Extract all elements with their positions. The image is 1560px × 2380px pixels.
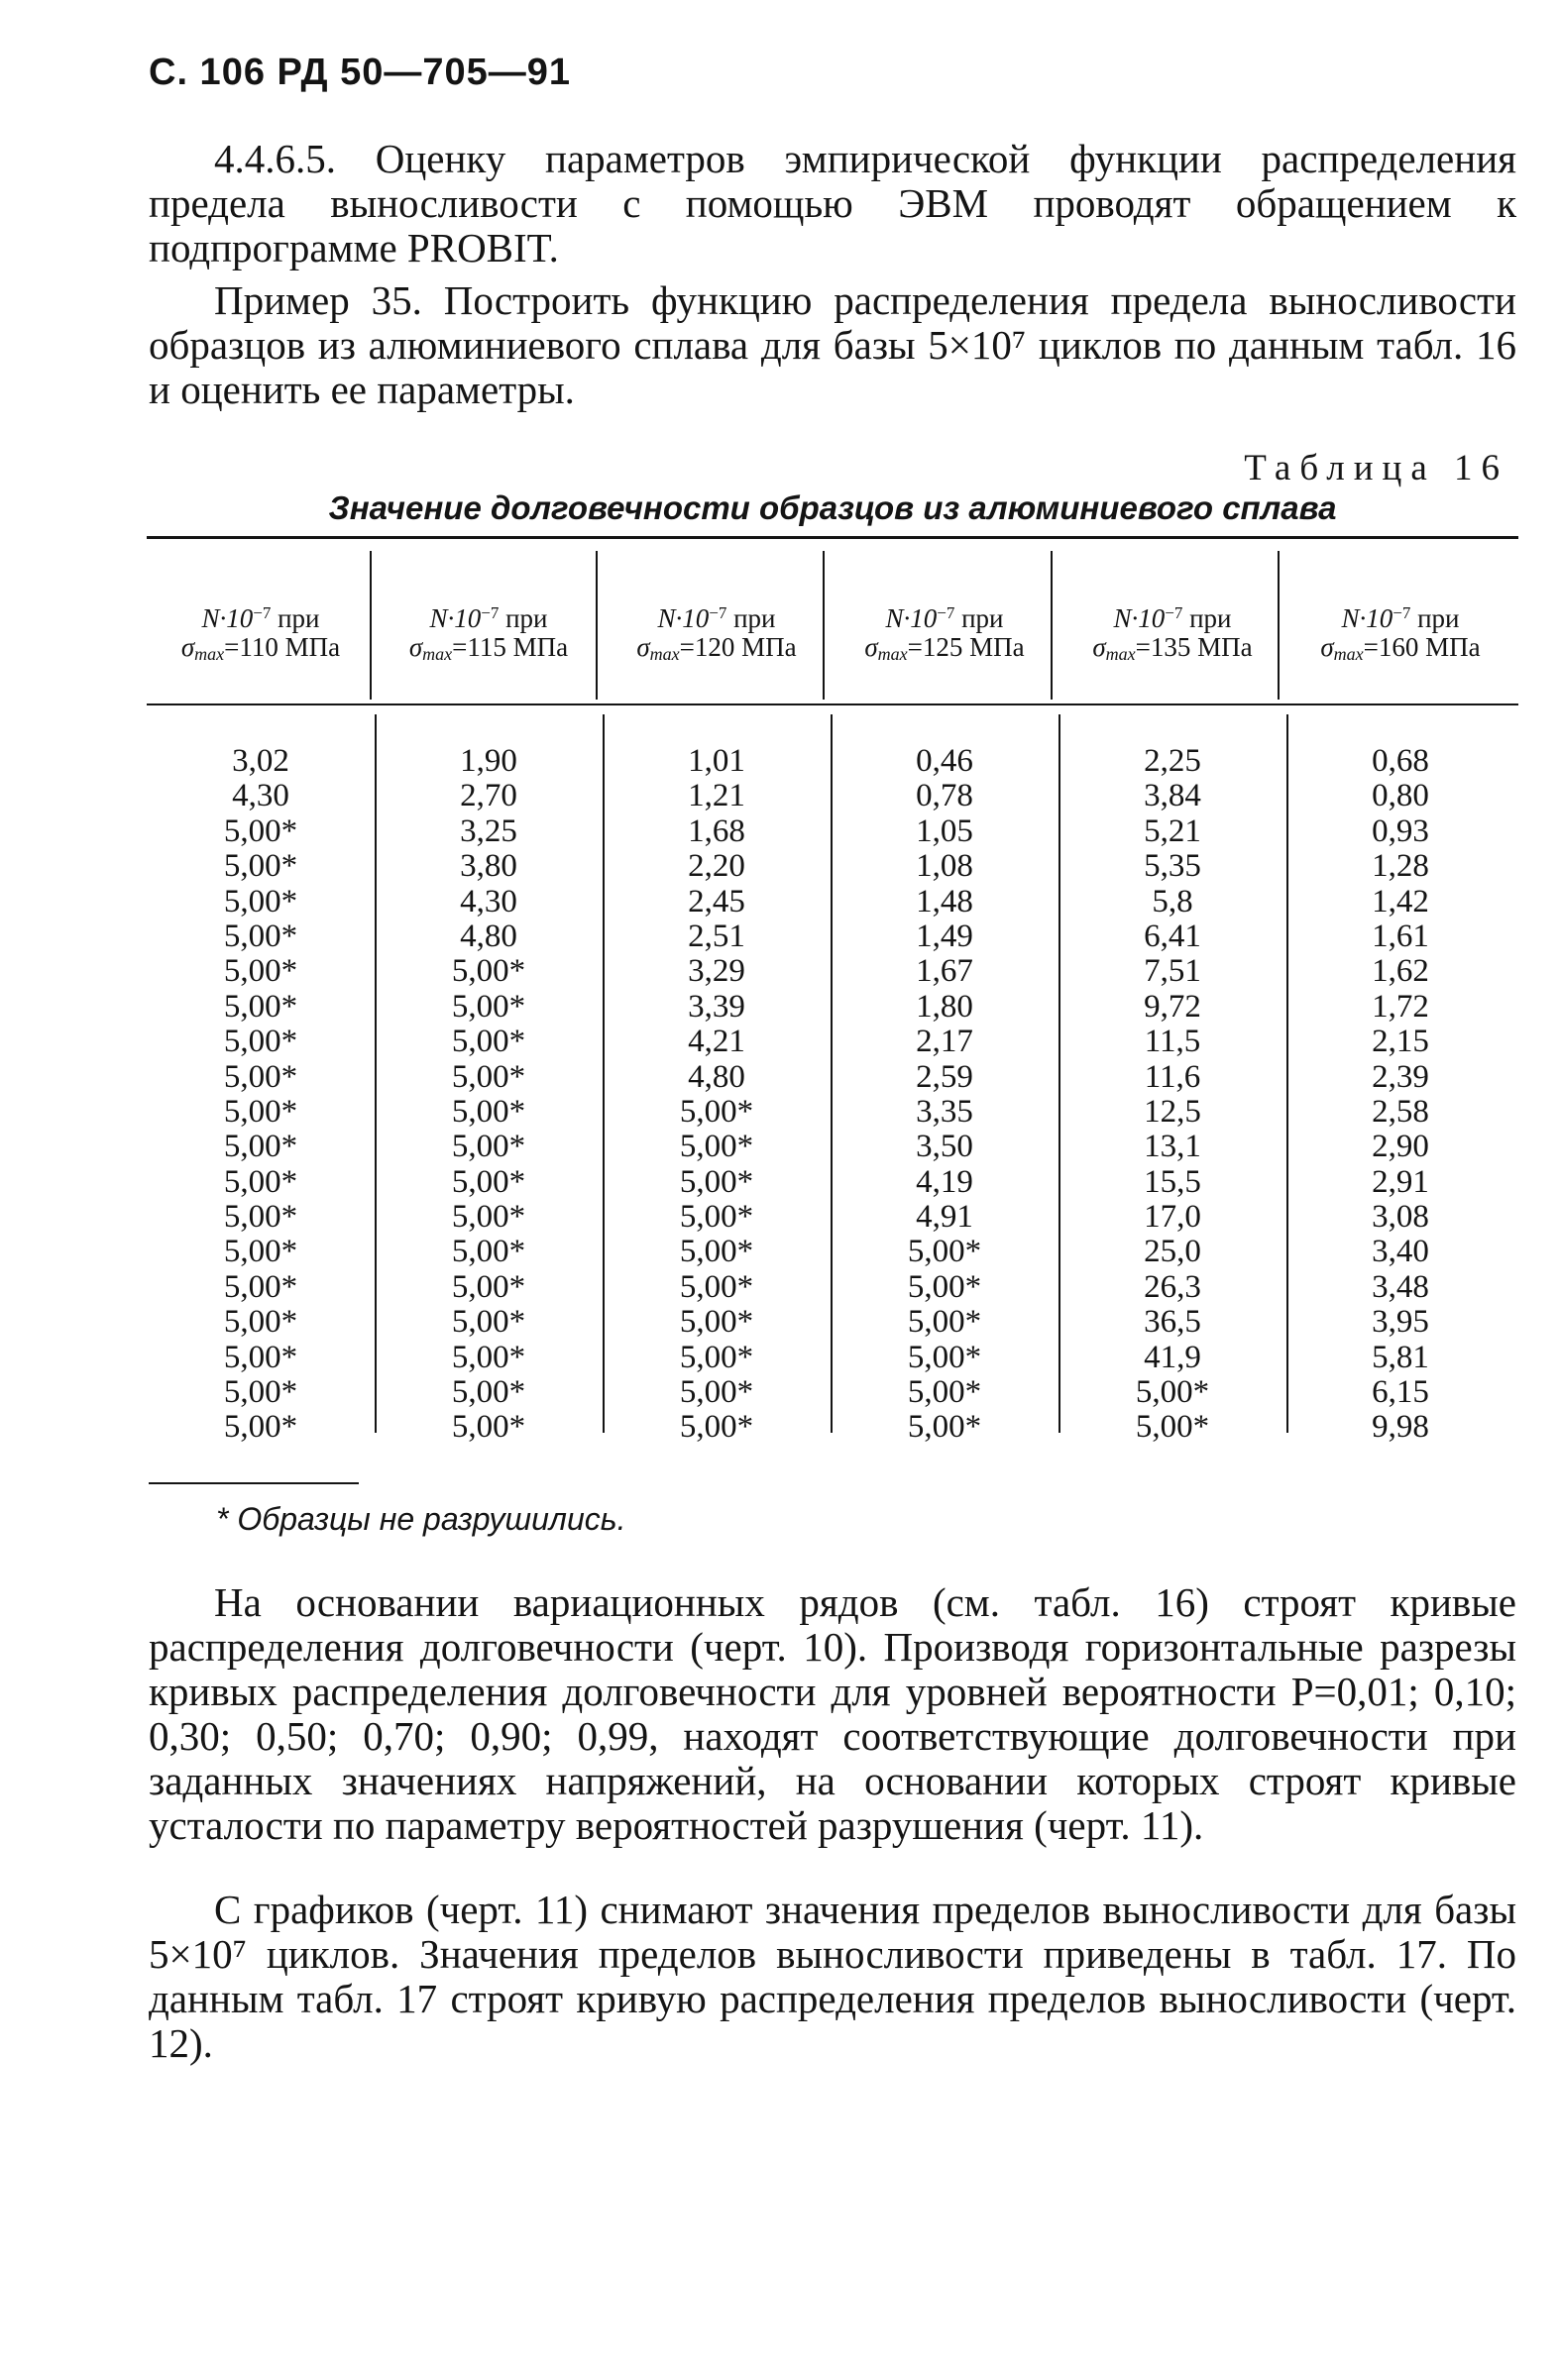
table-cell: 3,80 [460, 848, 517, 885]
table-column [603, 744, 831, 1446]
head-exp: −7 [481, 603, 500, 622]
table-cell: 5,00* [907, 1304, 982, 1341]
head-n: N·10 [201, 603, 254, 633]
table-cell: 9,98 [1372, 1409, 1429, 1446]
table-cell: 2,59 [916, 1058, 973, 1095]
table-cell: 5,00* [679, 1163, 754, 1200]
table-cell: 3,29 [688, 953, 745, 990]
table-cell: 4,80 [460, 918, 517, 954]
column-header [1059, 598, 1286, 669]
table-cell: 5,00* [451, 1339, 526, 1375]
paragraph-example-35: Пример 35. Построить функцию распределения предела выносливости образцов из алюминиевого сплава для базы 5×10⁷ циклов по данным табл. 16 и оценить ее параметры. [149, 277, 1516, 412]
table-cell: 5,00* [679, 1409, 754, 1446]
table-cell: 5,00* [451, 1304, 526, 1341]
table-cell: 1,08 [916, 848, 973, 885]
table-cell: 2,20 [688, 848, 745, 885]
table-title: Значение долговечности образцов из алюминиевого сплава [328, 489, 1337, 526]
head-max: max [649, 644, 680, 664]
table-cell: 17,0 [1144, 1199, 1201, 1236]
table-cell: 5,00* [223, 812, 298, 849]
table-column [375, 744, 603, 1446]
table-cell: 0,78 [916, 778, 973, 814]
table-cell: 6,41 [1144, 918, 1201, 954]
table-column [1059, 744, 1286, 1446]
footnote-rule [149, 1482, 359, 1484]
footnote: * Образцы не разрушились. [216, 1501, 626, 1537]
table-cell: 5,00* [451, 1374, 526, 1411]
table-cell: 15,5 [1144, 1163, 1201, 1200]
head-pri: при [954, 603, 1004, 633]
table-cell: 5,00* [451, 1199, 526, 1236]
table-column [1286, 744, 1514, 1446]
head-stress: =115 МПа [452, 632, 569, 662]
table-cell: 5,00* [1135, 1374, 1210, 1411]
table-cell: 5,00* [451, 1163, 526, 1200]
table-number: Таблица 16 [1244, 448, 1508, 488]
table-cell: 5,00* [223, 1058, 298, 1095]
table-cell: 5,00* [451, 1093, 526, 1130]
column-header [603, 598, 831, 669]
column-header [147, 598, 375, 669]
table-cell: 5,00* [451, 1058, 526, 1095]
table-cell: 1,42 [1372, 883, 1429, 920]
table-cell: 5,00* [223, 1163, 298, 1200]
table-cell: 2,91 [1372, 1163, 1429, 1200]
table-cell: 5,00* [1135, 1409, 1210, 1446]
table-cell: 5,00* [223, 1268, 298, 1305]
table-cell: 2,58 [1372, 1093, 1429, 1130]
head-exp: −7 [937, 603, 955, 622]
table-cell: 3,84 [1144, 778, 1201, 814]
table-cell: 4,80 [688, 1058, 745, 1095]
head-sigma: σ [864, 632, 878, 662]
table-cell: 3,39 [688, 988, 745, 1025]
table-cell: 5,00* [451, 988, 526, 1025]
head-n: N·10 [1341, 603, 1393, 633]
table-cell: 5,00* [679, 1374, 754, 1411]
head-exp: −7 [1393, 603, 1411, 622]
table-cell: 5,00* [679, 1234, 754, 1270]
column-header [831, 598, 1059, 669]
table-cell: 3,35 [916, 1093, 973, 1130]
table-cell: 2,39 [1372, 1058, 1429, 1095]
table-cell: 3,95 [1372, 1304, 1429, 1341]
table-cell: 1,90 [460, 743, 517, 779]
head-n: N·10 [885, 603, 938, 633]
table-cell: 1,68 [688, 812, 745, 849]
head-sigma: σ [180, 632, 195, 662]
paragraph-variation-series: На основании вариационных рядов (см. табл. 16) строят кривые распределения долговечности (черт. 10). Производя горизонтальные разрезы кривых распределения долговечности для уровней вероятности P=0,01; 0,10; 0,30; 0,50; 0,70; 0,90; 0,99, находят соответствующие долговечности при заданных значениях напряжений, на основании которых строят кривые усталости по параметру вероятностей разрушения (черт. 11). [149, 1579, 1516, 1848]
head-exp: −7 [709, 603, 727, 622]
table-cell: 2,45 [688, 883, 745, 920]
head-max: max [422, 644, 453, 664]
table-cell: 36,5 [1144, 1304, 1201, 1341]
head-sigma: σ [636, 632, 650, 662]
column-header [1286, 598, 1514, 669]
table-cell: 0,93 [1372, 812, 1429, 849]
table-cell: 4,30 [460, 883, 517, 920]
table-cell: 5,00* [451, 1234, 526, 1270]
table-cell: 3,40 [1372, 1234, 1429, 1270]
table-cell: 4,30 [232, 778, 289, 814]
table-cell: 11,5 [1144, 1024, 1201, 1060]
table-cell: 5,35 [1144, 848, 1201, 885]
table-cell: 5,00* [907, 1409, 982, 1446]
table-cell: 25,0 [1144, 1234, 1201, 1270]
head-stress: =120 МПа [679, 632, 797, 662]
table-cell: 3,02 [232, 743, 289, 779]
table-cell: 3,25 [460, 812, 517, 849]
table-cell: 41,9 [1144, 1339, 1201, 1375]
table-cell: 1,28 [1372, 848, 1429, 885]
table-cell: 12,5 [1144, 1093, 1201, 1130]
head-n: N·10 [429, 603, 482, 633]
table-column [831, 744, 1059, 1446]
table-cell: 5,00* [223, 1024, 298, 1060]
table-cell: 5,8 [1152, 883, 1193, 920]
table-cell: 4,19 [916, 1163, 973, 1200]
table-cell: 1,48 [916, 883, 973, 920]
table-cell: 5,00* [223, 1374, 298, 1411]
table-cell: 5,00* [451, 953, 526, 990]
table-cell: 2,15 [1372, 1024, 1429, 1060]
table-cell: 0,80 [1372, 778, 1429, 814]
head-exp: −7 [253, 603, 272, 622]
table-cell: 1,62 [1372, 953, 1429, 990]
table-cell: 2,90 [1372, 1129, 1429, 1165]
table-cell: 26,3 [1144, 1268, 1201, 1305]
page-header: С. 106 РД 50—705—91 [149, 52, 572, 93]
table-cell: 5,00* [907, 1234, 982, 1270]
table-column [147, 744, 375, 1446]
table-cell: 2,25 [1144, 743, 1201, 779]
durability-table [147, 536, 1518, 1462]
table-cell: 5,00* [679, 1339, 754, 1375]
head-max: max [1333, 644, 1364, 664]
table-cell: 1,61 [1372, 918, 1429, 954]
head-stress: =135 МПа [1135, 632, 1253, 662]
head-pri: при [1410, 603, 1460, 633]
table-cell: 5,00* [223, 1409, 298, 1446]
table-cell: 5,00* [679, 1268, 754, 1305]
table-cell: 5,00* [223, 1304, 298, 1341]
head-sigma: σ [408, 632, 423, 662]
table-cell: 5,00* [223, 848, 298, 885]
head-exp: −7 [1165, 603, 1183, 622]
table-cell: 5,00* [679, 1093, 754, 1130]
table-cell: 5,00* [679, 1304, 754, 1341]
table-cell: 5,00* [223, 953, 298, 990]
table-cell: 1,01 [688, 743, 745, 779]
head-stress: =160 МПа [1363, 632, 1481, 662]
table-cell: 5,00* [223, 1093, 298, 1130]
table-cell: 5,00* [223, 918, 298, 954]
table-cell: 5,00* [451, 1409, 526, 1446]
table-cell: 5,00* [223, 1339, 298, 1375]
table-cell: 5,00* [907, 1374, 982, 1411]
table-cell: 5,00* [679, 1199, 754, 1236]
table-cell: 11,6 [1144, 1058, 1201, 1095]
table-cell: 5,00* [223, 1199, 298, 1236]
table-cell: 7,51 [1144, 953, 1201, 990]
table-cell: 5,00* [223, 883, 298, 920]
head-max: max [877, 644, 908, 664]
column-header [375, 598, 603, 669]
table-cell: 9,72 [1144, 988, 1201, 1025]
head-pri: при [726, 603, 776, 633]
table-cell: 4,91 [916, 1199, 973, 1236]
head-max: max [194, 644, 225, 664]
table-cell: 2,70 [460, 778, 517, 814]
table-cell: 1,67 [916, 953, 973, 990]
table-cell: 13,1 [1144, 1129, 1201, 1165]
table-cell: 5,00* [679, 1129, 754, 1165]
table-cell: 5,00* [223, 988, 298, 1025]
head-sigma: σ [1092, 632, 1106, 662]
table-cell: 6,15 [1372, 1374, 1429, 1411]
paragraph-probit: 4.4.6.5. Оценку параметров эмпирической функции распределения предела выносливости с помощью ЭВМ проводят обращением к подпрограмме PROBIT. [149, 136, 1516, 270]
table-cell: 5,00* [907, 1339, 982, 1375]
table-cell: 5,00* [451, 1129, 526, 1165]
table-cell: 1,05 [916, 812, 973, 849]
table-cell: 1,49 [916, 918, 973, 954]
table-cell: 5,00* [907, 1268, 982, 1305]
table-cell: 5,00* [451, 1024, 526, 1060]
paragraph-endurance-limits: С графиков (черт. 11) снимают значения пределов выносливости для базы 5×10⁷ циклов. Значения пределов выносливости приведены в табл. 17. По данным табл. 17 строят кривую распределения пределов выносливости (черт. 12). [149, 1887, 1516, 2066]
table-cell: 0,68 [1372, 743, 1429, 779]
table-cell: 5,21 [1144, 812, 1201, 849]
head-max: max [1105, 644, 1136, 664]
head-sigma: σ [1320, 632, 1334, 662]
table-cell: 4,21 [688, 1024, 745, 1060]
table-cell: 0,46 [916, 743, 973, 779]
table-header-rule [147, 703, 1518, 705]
table-cell: 5,00* [223, 1129, 298, 1165]
head-pri: при [499, 603, 548, 633]
table-cell: 1,72 [1372, 988, 1429, 1025]
table-cell: 5,81 [1372, 1339, 1429, 1375]
table-cell: 5,00* [451, 1268, 526, 1305]
head-pri: при [1182, 603, 1232, 633]
table-cell: 1,21 [688, 778, 745, 814]
table-top-rule [147, 536, 1518, 539]
head-n: N·10 [1113, 603, 1166, 633]
table-cell: 3,50 [916, 1129, 973, 1165]
table-cell: 1,80 [916, 988, 973, 1025]
head-stress: =125 МПа [907, 632, 1025, 662]
table-cell: 5,00* [223, 1234, 298, 1270]
head-n: N·10 [657, 603, 710, 633]
table-cell: 2,17 [916, 1024, 973, 1060]
head-pri: при [271, 603, 320, 633]
table-cell: 2,51 [688, 918, 745, 954]
table-cell: 3,48 [1372, 1268, 1429, 1305]
table-cell: 3,08 [1372, 1199, 1429, 1236]
head-stress: =110 МПа [224, 632, 341, 662]
